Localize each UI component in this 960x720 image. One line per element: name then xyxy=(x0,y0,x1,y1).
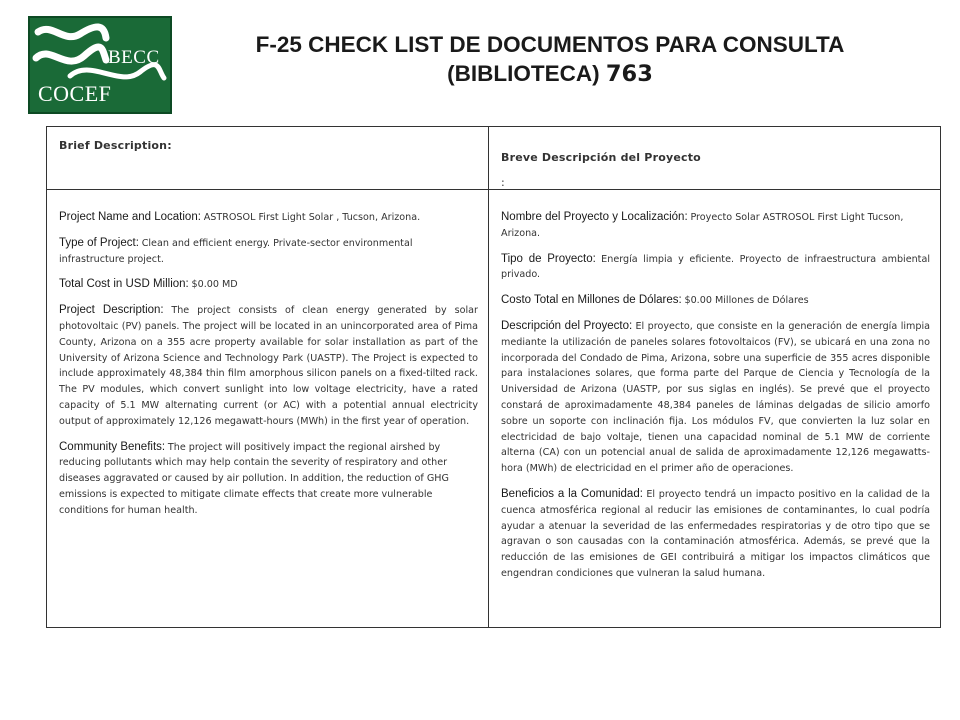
spanish-content-cell xyxy=(489,190,941,628)
english-content-cell xyxy=(47,190,489,628)
header-cell-english xyxy=(47,127,489,190)
brief-description-header: Brief Description: xyxy=(59,139,172,152)
descripcion-proyecto-paragraph xyxy=(501,319,930,477)
logo-text-cocef: COCEF xyxy=(38,81,112,106)
beneficios-comunidad-paragraph xyxy=(501,487,930,582)
nombre-proyecto-value: Proyecto Solar ASTROSOL First Light Tucson, Arizona. xyxy=(501,212,904,239)
nombre-proyecto-paragraph xyxy=(501,210,930,242)
community-benefits-paragraph xyxy=(59,440,478,519)
breve-descripcion-header xyxy=(501,127,930,189)
project-type-paragraph xyxy=(59,236,478,268)
logo-text-becc: BECC xyxy=(108,47,160,68)
project-description-value: The project consists of clean energy generated by solar photovoltaic (PV) panels. The project will be located in an unincorporated area of Pima County, Arizona on a 355 acre property available for solar installation as part of the University of Arizona Science and Technology Park (UASTP). The Project is expected to include approximately 48,384 thin film amorphous silicon panels on a fixed-tilted rack. The PV modules, which convert sunlight into low voltage electricity, have a rated capacity of 5.1 MW alternating current (or AC) with a potential annual electricity output of approximately 12,126 megawatt-hours (MWh) in the first year of operation. xyxy=(59,305,478,427)
beneficios-comunidad-value: El proyecto tendrá un impacto positivo en la calidad de la cuenca atmosférica regional al reducir las emisiones de contaminantes, lo cual podría ayudar a atenuar la severidad de las enfermedades respiratorias y de otro tipo que se agravan o son causadas con la contaminación atmosférica. Además, se prevé que la reducción de las emisiones de GEI contribuirá a mitigar los impactos climáticos que engendran condiciones que vulneran la salud humana. xyxy=(501,488,931,579)
community-benefits-label: Community Benefits: xyxy=(59,440,166,453)
table-body-row xyxy=(47,190,941,628)
costo-total-paragraph xyxy=(501,293,930,309)
project-type-label: Type of Project: xyxy=(59,236,139,249)
header-cell-spanish xyxy=(489,127,941,190)
breve-descripcion-colon: : xyxy=(501,176,505,189)
description-table xyxy=(46,126,941,628)
total-cost-label: Total Cost in USD Million: xyxy=(59,278,189,291)
becc-cocef-logo xyxy=(28,16,172,114)
project-type-value: Clean and efficient energy. Private-sector environmental infrastructure project. xyxy=(59,237,413,265)
costo-total-value: $0.00 Millones de Dólares xyxy=(684,295,809,307)
project-description-paragraph xyxy=(59,303,478,429)
title-line-2 xyxy=(200,59,900,89)
tipo-proyecto-label: Tipo de Proyecto: xyxy=(501,252,596,265)
total-cost-value: $0.00 MD xyxy=(191,279,238,291)
title-prefix: (BIBLIOTECA) xyxy=(447,61,600,86)
beneficios-comunidad-label: Beneficios a la Comunidad: xyxy=(501,487,643,500)
descripcion-proyecto-value: El proyecto, que consiste en la generación de energía limpia mediante la utilización de paneles solares fotovoltaicos (FV), se ubicará en una zona no incorporada del Condado de Pima, Arizona, sobre una superficie de 355 acres disponible para instalaciones solares, que forma parte del Parque de Ciencia y Tecnología de la Universidad de Arizona (UASTP, por sus siglas en inglés). Se prevé que el proyecto constará de aproximadamente 48,384 paneles de láminas delgadas de silicio amorfo sobre un soporte con inclinación fija. Los módulos FV, que convierten la luz solar en electricidad de bajo voltaje, tienen una capacidad nominal de 5.1 MW de corriente alterna (CA) con un potencial anual de salida de aproximadamente 12,126 megawatts-hora (MWh) de electricidad en el primer año de operaciones. xyxy=(501,320,931,475)
total-cost-paragraph xyxy=(59,277,478,293)
descripcion-proyecto-label: Descripción del Proyecto: xyxy=(501,319,633,332)
nombre-proyecto-label: Nombre del Proyecto y Localización: xyxy=(501,211,688,223)
tipo-proyecto-value: Energía limpia y eficiente. Proyecto de infraestructura ambiental privado. xyxy=(501,253,930,281)
title-line-1: F-25 CHECK LIST DE DOCUMENTOS PARA CONSULTA xyxy=(255,32,845,57)
project-name-value: ASTROSOL First Light Solar , Tucson, Arizona. xyxy=(203,212,421,223)
costo-total-label: Costo Total en Millones de Dólares: xyxy=(501,294,682,307)
project-description-label: Project Description: xyxy=(59,304,164,317)
project-name-label: Project Name and Location: xyxy=(59,211,201,223)
title-number: 763 xyxy=(605,61,653,87)
project-name-paragraph xyxy=(59,210,478,226)
breve-descripcion-text: Breve Descripción del Proyecto xyxy=(501,151,701,164)
community-benefits-value: The project will positively impact the regional airshed by reducing pollutants which may help contain the severity of respiratory and other diseases aggravated or caused by air pollution. In addition, the reduction of GHG emissions is expected to mitigate climate effects that create more vulnerable conditions for human health. xyxy=(59,441,449,516)
page-title xyxy=(200,30,900,89)
table-header-row xyxy=(47,127,941,190)
tipo-proyecto-paragraph xyxy=(501,252,930,284)
